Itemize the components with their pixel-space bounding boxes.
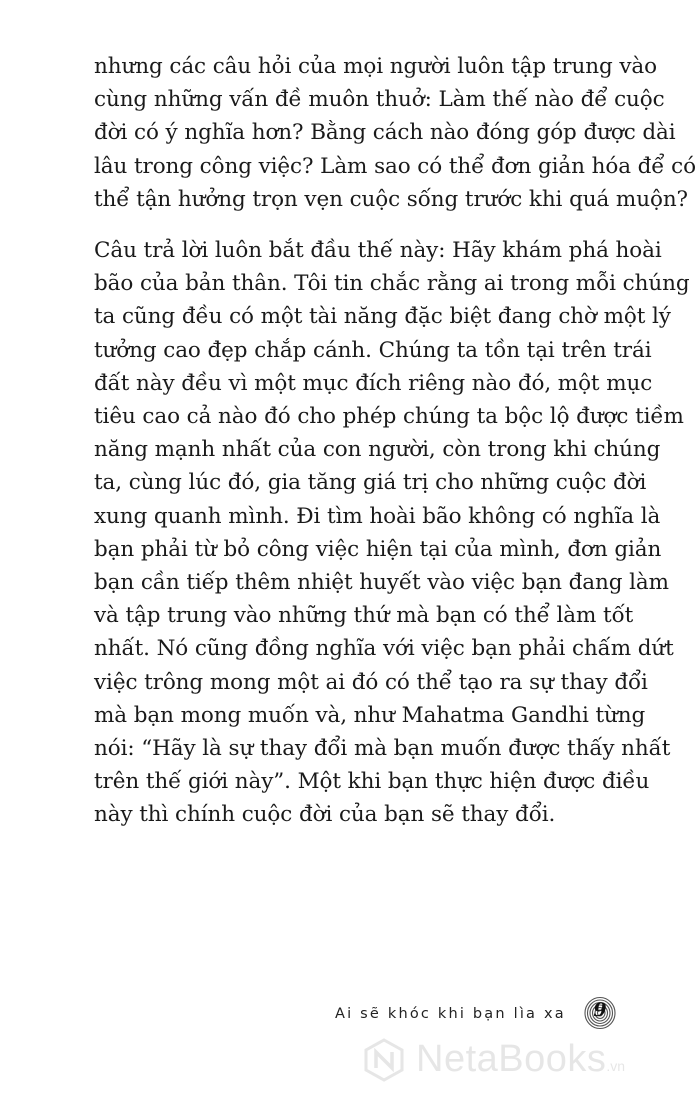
text-line: trên thế giới này”. Một khi bạn thực hiện được điều (94, 769, 650, 795)
watermark-suffix: .vn (606, 1058, 626, 1074)
watermark-text (416, 1038, 625, 1081)
text-line: Câu trả lời luôn bắt đầu thế này: Hãy khám phá hoài (94, 238, 662, 264)
text-line: này thì chính cuộc đời của bạn sẽ thay đổi. (94, 802, 556, 828)
text-line: thể tận hưởng trọn vẹn cuộc sống trước khi quá muộn? (94, 186, 688, 212)
text-line: nhưng các câu hỏi của mọi người luôn tập trung vào (94, 54, 657, 79)
publisher-watermark (362, 1036, 692, 1086)
text-line: và tập trung vào những thứ mà bạn có thể làm tốt (94, 603, 634, 629)
page-footer (335, 1000, 625, 1034)
text-line: đời có ý nghĩa hơn? Bằng cách nào đóng góp được dài (94, 120, 676, 146)
paragraph (94, 50, 696, 216)
text-line: năng mạnh nhất của con người, còn trong khi chúng (94, 437, 661, 463)
text-line: đất này đều vì một mục đích riêng nào đó, một mục (94, 370, 653, 396)
text-line: mà bạn mong muốn và, như Mahatma Gandhi từng (94, 702, 646, 728)
text-line: lâu trong công việc? Làm sao có thể đơn giản hóa để có (94, 153, 696, 179)
page-number: 9 (593, 999, 607, 1021)
text-line: ta, cùng lúc đó, gia tăng giá trị cho những cuộc đời (94, 470, 647, 496)
text-line: bạn phải từ bỏ công việc hiện tại của mình, đơn giản (94, 536, 662, 562)
watermark-brand: NetaBooks (416, 1038, 607, 1080)
text-line: việc trông mong một ai đó có thể tạo ra sự thay đổi (94, 669, 648, 695)
text-line: tưởng cao đẹp chắp cánh. Chúng ta tồn tại trên trái (94, 337, 652, 363)
text-line: nhất. Nó cũng đồng nghĩa với việc bạn phải chấm dứt (94, 636, 674, 662)
running-title: Ai sẽ khóc khi bạn lìa xa (335, 1006, 566, 1022)
text-line: tiêu cao cả nào đó cho phép chúng ta bộc lộ được tiềm (94, 404, 684, 430)
text-line: nói: “Hãy là sự thay đổi mà bạn muốn được thấy nhất (94, 736, 671, 762)
text-line: bạn cần tiếp thêm nhiệt huyết vào việc bạn đang làm (94, 570, 669, 596)
text-line: bão của bản thân. Tôi tin chắc rằng ai trong mỗi chúng (94, 271, 690, 297)
paragraph (94, 234, 690, 832)
text-line: xung quanh mình. Đi tìm hoài bão không có nghĩa là (94, 503, 661, 529)
text-line: ta cũng đều có một tài năng đặc biệt đang chờ một lý (94, 304, 671, 330)
body-text (94, 50, 696, 832)
page-number-badge (583, 996, 617, 1030)
netabooks-logo-icon (362, 1038, 406, 1082)
text-line: cùng những vấn đề muôn thuở: Làm thế nào để cuộc (94, 87, 665, 113)
